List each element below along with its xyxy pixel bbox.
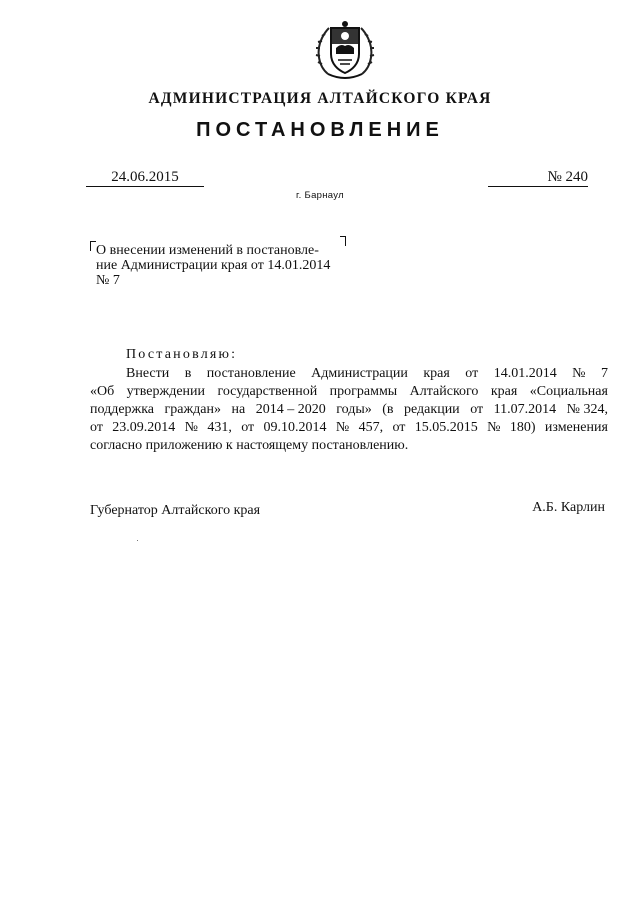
body-word: на xyxy=(231,402,246,417)
body-word: Администрации xyxy=(311,366,408,381)
coat-of-arms-emblem xyxy=(314,16,376,82)
body-line xyxy=(90,401,608,419)
body-word: редакции xyxy=(404,402,460,417)
decree-body xyxy=(90,365,608,455)
decree-word: Постановляю: xyxy=(126,347,238,362)
body-word: Внести xyxy=(126,366,170,381)
body-word: 23.09.2014 xyxy=(112,420,176,435)
subject-line: ние Администрации края от 14.01.2014 xyxy=(96,258,331,273)
body-line xyxy=(90,419,608,437)
body-word: государственной xyxy=(217,384,318,399)
body-word: № xyxy=(572,366,586,381)
body-word: 180) xyxy=(509,420,536,435)
city-name: г. Барнаул xyxy=(296,190,344,201)
body-word: края xyxy=(423,366,450,381)
body-word: «Об xyxy=(90,384,115,399)
body-line xyxy=(90,383,608,401)
body-word: программы xyxy=(329,384,398,399)
body-word: края xyxy=(490,384,518,399)
document-subject xyxy=(96,243,356,288)
body-word: в xyxy=(184,366,192,381)
signatory-position: Губернатор Алтайского края xyxy=(90,503,261,518)
body-word: 2014 – 2020 xyxy=(255,402,326,417)
body-word: граждан» xyxy=(164,402,221,417)
body-line xyxy=(90,437,608,455)
body-word: Алтайского xyxy=(409,384,479,399)
body-word: № xyxy=(487,420,501,435)
organization-name: АДМИНИСТРАЦИЯ АЛТАЙСКОГО КРАЯ xyxy=(148,90,492,107)
body-word: 431, xyxy=(207,420,232,435)
body-word: согласно приложению к настоящему постановлению. xyxy=(90,438,409,453)
body-word: утверждении xyxy=(126,384,206,399)
body-word: поддержка xyxy=(90,402,155,417)
document-number: № 240 xyxy=(488,168,588,187)
scan-speck xyxy=(137,540,138,541)
body-word: 15.05.2015 xyxy=(414,420,478,435)
body-word: постановление xyxy=(206,366,296,381)
body-word: от xyxy=(392,420,406,435)
body-word: годы» xyxy=(336,402,372,417)
subject-line: № 7 xyxy=(96,273,120,288)
body-word: «Социальная xyxy=(529,384,608,399)
document-type-title: ПОСТАНОВЛЕНИЕ xyxy=(196,119,444,141)
body-word: (в xyxy=(382,402,394,417)
body-word: 7 xyxy=(601,366,608,381)
body-line xyxy=(90,365,608,383)
body-word: от xyxy=(465,366,479,381)
body-word: № xyxy=(184,420,199,435)
body-word: от xyxy=(470,402,484,417)
body-word: 09.10.2014 xyxy=(263,420,327,435)
body-word: от xyxy=(241,420,255,435)
body-word: № xyxy=(335,420,350,435)
body-word: № 324, xyxy=(566,402,608,417)
document-date: 24.06.2015 xyxy=(86,168,204,187)
body-word: изменения xyxy=(544,420,608,435)
body-word: 14.01.2014 xyxy=(493,366,557,381)
signatory-name: А.Б. Карлин xyxy=(532,500,605,515)
body-word: 11.07.2014 xyxy=(493,402,557,417)
subject-line: О внесении изменений в постановле- xyxy=(96,243,319,258)
body-word: от xyxy=(90,420,103,435)
body-word: 457, xyxy=(358,420,384,435)
